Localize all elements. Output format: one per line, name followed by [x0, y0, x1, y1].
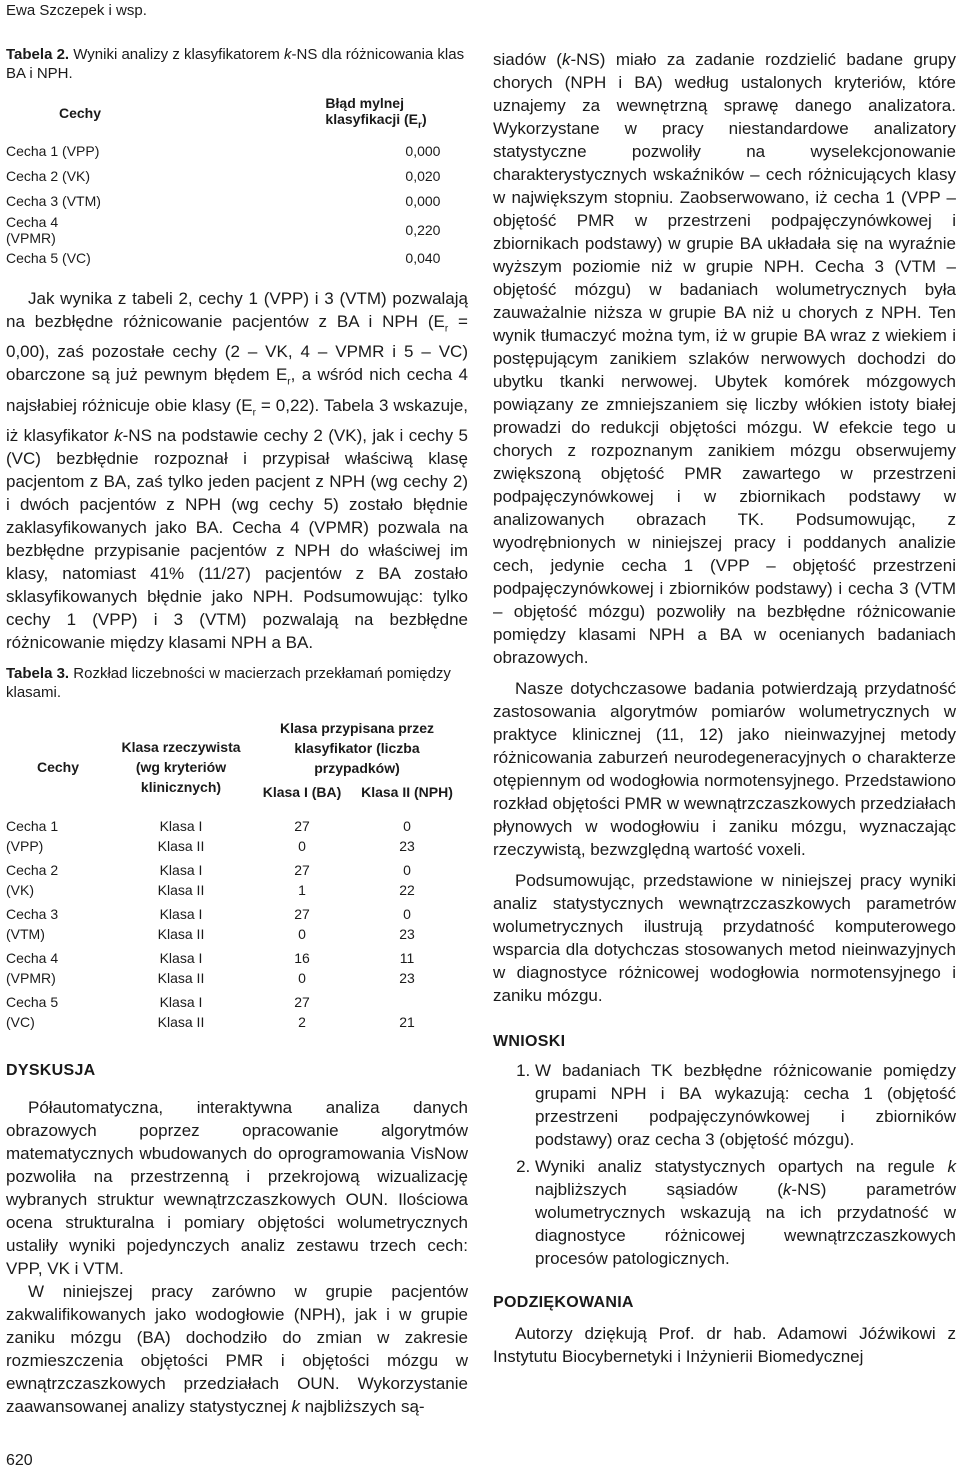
table2-label: Tabela 2.: [6, 46, 70, 63]
table3-actual: [110, 860, 252, 904]
results-sub-1: r: [444, 323, 449, 335]
table2-feature: Cecha 5 (VC): [6, 250, 91, 267]
table2-value: 0,020: [405, 168, 441, 185]
count: 0: [298, 837, 306, 854]
feature-name: Cecha 4: [6, 949, 59, 966]
table3-caption: [6, 664, 468, 702]
discussion-paragraph-2: [6, 1280, 468, 1418]
table-row: [6, 189, 462, 214]
count: 27: [294, 861, 310, 878]
actual-class: Klasa I: [159, 905, 203, 922]
count: 0: [403, 905, 411, 922]
count: 0: [403, 861, 411, 878]
table3-feature: [6, 992, 110, 1036]
feature-name: Cecha 3: [6, 905, 59, 922]
count: 27: [294, 905, 310, 922]
table3-header-actual: Klasa rzeczywista (wg kryteriów klinicznych): [121, 738, 241, 795]
count: 0: [403, 817, 411, 834]
table-row: [6, 214, 462, 246]
table2-value: 0,220: [405, 221, 441, 238]
table3-class1-counts: [252, 816, 352, 860]
table2-header-error-sub: r: [418, 119, 422, 131]
count: 2: [298, 1013, 306, 1030]
feature-name: Cecha 5: [6, 993, 59, 1010]
table2-header-row: [6, 95, 462, 139]
table-row: [6, 948, 462, 992]
actual-class: Klasa II: [157, 969, 205, 986]
discussion-continued-paragraph: [493, 48, 956, 669]
table3: [6, 718, 462, 1036]
table3-class1-counts: [252, 904, 352, 948]
count: 23: [399, 969, 415, 986]
table2-value: 0,000: [405, 143, 441, 160]
list-item: 1. W badaniach TK bezbłędne różnicowanie pomiędzy grupami NPH i BA wykazują: cecha 1 (objętość przestrzeni podpajęczynówkowej i zbiorników podstawy) oraz cecha 3 (objętość mózgu).: [535, 1059, 956, 1151]
conclusion-text-c: -NS) parametrów wolumetrycznych wskazują na ich przydatność w diagnostyce różnicowej wewnątrzczaszkowych procesów patologicznych.: [535, 1180, 956, 1268]
table2-header-error-text: Błąd mylnej klasyfikacji (E: [325, 95, 419, 127]
actual-class: Klasa I: [159, 861, 203, 878]
table2-value: 0,040: [405, 250, 441, 267]
table-row: [6, 904, 462, 948]
table-row: [6, 816, 462, 860]
feature-name: Cecha 2: [6, 861, 59, 878]
results-text-a: Jak wynika z tabeli 2, cechy 1 (VPP) i 3 (VTM) pozwalają na bezbłędne różnicowanie pacjentów z BA i NPH (E: [6, 288, 468, 331]
actual-class: Klasa I: [159, 993, 203, 1010]
table3-feature: [6, 948, 110, 992]
discussion-heading: DYSKUSJA: [6, 1061, 96, 1079]
results-sub-3: r: [252, 406, 256, 418]
conclusion-k-2: k: [782, 1180, 792, 1199]
discussion-text-b: najbliższych są-: [299, 1396, 425, 1416]
feature-code: (VC): [6, 1013, 35, 1030]
conclusions-list: [493, 1059, 956, 1270]
table2-feature: Cecha 1 (VPP): [6, 143, 100, 160]
table2: [6, 95, 462, 271]
right-column: [493, 48, 956, 1368]
count: 11: [399, 949, 415, 966]
table3-class2-counts: [352, 948, 462, 992]
table3-header-class2: Klasa II (NPH): [361, 783, 453, 800]
conclusions-heading: WNIOSKI: [493, 1033, 566, 1050]
table3-class1-counts: [252, 992, 352, 1036]
actual-class: Klasa II: [157, 1013, 205, 1030]
discussion-paragraph-4: Podsumowując, przedstawione w niniejszej pracy wyniki analiz statystycznych wewnątrzczaszkowych parametrów wolumetrycznych ilustrują przydatność komputerowego wsparcia dla dotychczas stosowanych metod nieinwazyjnych w diagnostyce różnicowej wodogłowia normotensyjnego i zaniku mózgu.: [493, 871, 956, 1005]
feature-code: (VPMR): [6, 969, 56, 986]
table-row: [6, 139, 462, 164]
table3-header-class1: Klasa I (BA): [262, 783, 342, 800]
conclusion-text-b: najbliższych sąsiadów (: [535, 1180, 783, 1199]
table2-header-error: [104, 95, 462, 139]
count: 27: [294, 817, 310, 834]
table2-feature: Cecha 2 (VK): [6, 168, 91, 185]
list-item: [535, 1155, 956, 1270]
table2-caption-text-b: -NS dla różnicowania klas BA i NPH.: [6, 46, 465, 82]
table2-header-error-close: ): [421, 111, 427, 127]
table2-caption: [6, 45, 468, 83]
results-sub-2: r: [287, 376, 291, 388]
discussion-paragraph-3: Nasze dotychczasowe badania potwierdzają przydatność zastosowania algorytmów pomiarów wolumetrycznych w praktyce klinicznej (11, 12) jako nieinwazyjnej metody różnicowania zaburzeń neurodegeneracyjnych o charakterze otępiennym od wodogłowia normotensyjnego. Przedstawiono rozkład objętości PMR w wewnątrzczaszkowych przedziałach płynowych w wodogłowiu i zaniku mózgu, wyznaczając rzeczywistą, bezwzględną wartość voxeli.: [493, 679, 956, 859]
count: 23: [399, 925, 415, 942]
actual-class: Klasa II: [157, 925, 205, 942]
results-text-c: , a wśród nich cecha 4 najsłabiej różnicuje obie klasy (E: [6, 365, 468, 415]
table3-header-row-1: [6, 718, 462, 782]
table3-actual: [110, 904, 252, 948]
table3-class2-counts: [352, 816, 462, 860]
count: 0: [298, 969, 306, 986]
feature-code: (VTM): [6, 925, 45, 942]
count: 27: [294, 993, 310, 1010]
actual-class: Klasa II: [157, 881, 205, 898]
results-text-b: = 0,00), zaś pozostałe cechy (2 – VK, 4 – VPMR i 5 – VC) obarczone są już pewnym błędem E: [6, 311, 468, 385]
results-text-e: -NS na podstawie cechy 2 (VK), jak i cechy 5 (VC) bezbłędnie rozpoznał i przypisał właściwą klasę pacjentom z BA, zaś tylko jeden pacjent z NPH (wg cechy 2) i dwóch pacjentów z NPH (wg cechy 5) zostało błędnie zaklasyfikowanych jako BA. Cecha 4 (VPMR) pozwala na bezbłędne przypisanie pacjentów z NPH do właściwej im klasy, natomiast 41% (11/27) pacjentów z BA zostało sklasyfikowanych błędnie jako NPH. Podsumowując: tylko cechy 1 (VPP) i 3 (VTM) pozwalają na bezbłędne różnicowanie między klasami NPH a BA.: [6, 425, 469, 652]
conclusion-k: k: [947, 1157, 956, 1176]
table3-actual: [110, 992, 252, 1036]
discussion-text-a: W niniejszej pracy zarówno w grupie pacjentów zakwalifikowanych jako wodogłowie (NPH), jak i w grupie zaniku mózgu (BA) dochodziło do zmian w zakresie rozmieszczenia objętości PMR i objętości mózgu w ewnątrzczaszkowych przedziałach OUN. Wykorzystanie zaawansowanej analizy statystycznej: [6, 1281, 468, 1416]
count: 22: [399, 881, 415, 898]
results-k: k: [114, 425, 123, 445]
count: 1: [298, 881, 306, 898]
conclusion-text-a: Wyniki analiz statystycznych opartych na regule: [535, 1157, 948, 1176]
table3-caption-text: Rozkład liczebności w macierzach przekłamań pomiędzy klasami.: [6, 664, 451, 701]
table3-feature: [6, 904, 110, 948]
actual-class: Klasa II: [157, 837, 205, 854]
feature-name: Cecha 1: [6, 817, 59, 834]
table-row: [6, 246, 462, 271]
table2-value: 0,000: [405, 193, 441, 210]
table3-class2-counts: [352, 860, 462, 904]
count: 16: [294, 949, 310, 966]
discussion-cont-k: k: [561, 50, 571, 69]
table2-feature: Cecha 4 (VPMR): [6, 213, 59, 246]
actual-class: Klasa I: [159, 949, 203, 966]
table3-header-features: Cechy: [36, 758, 80, 775]
table2-caption-k: k: [284, 46, 292, 63]
table3-actual: [110, 948, 252, 992]
discussion-k: k: [291, 1396, 300, 1416]
table3-class2-counts: [352, 904, 462, 948]
table3-class1-counts: [252, 948, 352, 992]
table3-header-assigned: Klasa przypisana przez klasyfikator (liczba przypadków): [279, 719, 435, 776]
table2-header-features: Cechy: [59, 104, 102, 121]
count: 21: [399, 1013, 415, 1030]
acknowledgements-text: Autorzy dziękują Prof. dr hab. Adamowi Jóźwikowi z Instytutu Biocybernetyki i Inżynierii Biomedycznej: [493, 1324, 956, 1366]
left-column: [6, 45, 468, 1418]
table3-feature: [6, 860, 110, 904]
table3-label: Tabela 3.: [6, 664, 70, 682]
discussion-paragraph-1: Półautomatyczna, interaktywna analiza danych obrazowych poprzez opracowanie algorytmów matematycznych wbudowanych do oprogramowania VisNow pozwoliła na przestrzenną i przekrojową wizualizację wybranych struktur wewnątrzczaszkowych OUN. Ilościowa ocena strukturalna i pomiary objętości wolumetrycznych ustaliły wyniki pojedynczych analiz zestawu trzech cech: VPP, VK i VTM.: [6, 1097, 468, 1278]
table2-feature: Cecha 3 (VTM): [6, 193, 101, 210]
count: 23: [399, 837, 415, 854]
running-head: Ewa Szczepek i wsp.: [6, 2, 147, 19]
table3-class2-counts: [352, 992, 462, 1036]
count: 0: [298, 925, 306, 942]
table-row: [6, 164, 462, 189]
page-number: 620: [6, 1452, 33, 1469]
table3-actual: [110, 816, 252, 860]
table-row: [6, 860, 462, 904]
feature-code: (VK): [6, 881, 34, 898]
table3-class1-counts: [252, 860, 352, 904]
table3-feature: [6, 816, 110, 860]
table2-caption-text-a: Wyniki analizy z klasyfikatorem: [73, 46, 285, 63]
discussion-cont-text-b: -NS) miało za zadanie rozdzielić badane grupy chorych (NPH i BA) według ustalonych kryteriów, które uznajemy za wewnętrzną sprawę danego analizatora. Wykorzystane w pracy niestandardowe analizatory statystyczne pozwoliły na wyselekcjonowanie charakterystycznych wskaźników – cech różnicujących klasy w największym stopniu. Zaobserwowano, iż cecha 1 (VPP – objętość PMR w przestrzeni podpajęczynówkowej i zbiornikach podstawy) w grupie BA układała się na wyraźnie wyższym poziomie niż w grupie NPH. Cecha 3 (VTM – objętość mózgu) w badaniach wolumetrycznych była zauważalnie niższa w grupie BA niż u chorych z NPH. Ten wynik tłumaczyć można tym, iż w grupie BA wraz z wiekiem i postępującym zanikiem szlaków nerwowych dochodzi do ubytku tkanki nerwowej. Ubytek komórek mózgowych powiązany ze zmniejszaniem się liczby włókien istoty białej prowadzi do redukcji objętości mózgu. W efekcie tego u chorych z rozpoznanym zanikiem mózgu obserwujemy zwiększoną objętość PMR zawartego w przestrzeni podpajęczynówkowej i w zbiornikach podstawy w analizowanych obrazach TK. Podsumowując, z wyodrębnionych w niniejszej pracy i poddanych analizie cech, jedynie cecha 1 (VPP – objętość przestrzeni podpajęczynówkowej i zbiorników podstawy) i cecha 3 (VTM – objętość mózgu) pozwoliły na bezbłędne różnicowanie pomiędzy klasami NPH a BA w ocenianych badaniach obrazowych.: [493, 50, 957, 667]
discussion-cont-text-a: siadów (: [493, 50, 562, 69]
acknowledgements-heading: PODZIĘKOWANIA: [493, 1294, 634, 1311]
results-paragraph: [6, 287, 468, 654]
actual-class: Klasa I: [159, 817, 203, 834]
results-text-d: = 0,22). Tabela 3 wskazuje, iż klasyfikator: [6, 395, 468, 445]
feature-code: (VPP): [6, 837, 44, 854]
table-row: [6, 992, 462, 1036]
